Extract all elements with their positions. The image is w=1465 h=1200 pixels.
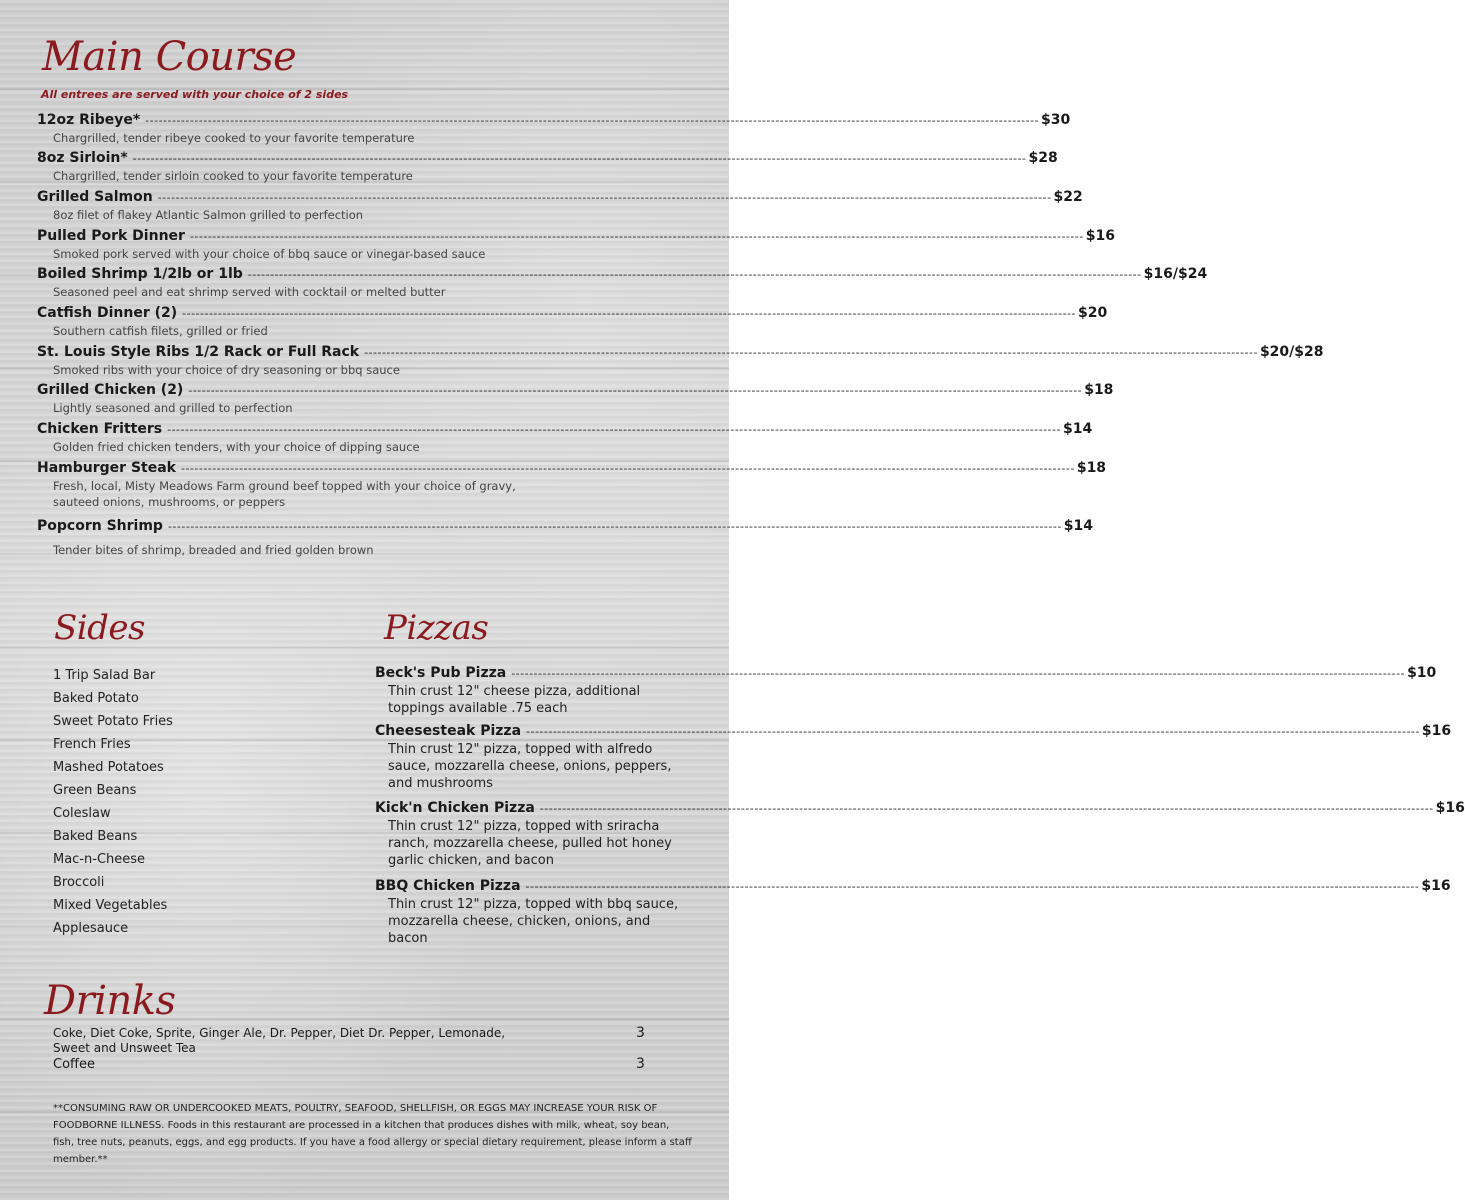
pizza-price: $10 — [1407, 665, 1437, 681]
dash-leader: -------------------------------------------------------------------------------------------------------------------------------------------------------------------------------------------------------- — [364, 346, 1258, 359]
item-price: $28 — [1028, 150, 1058, 166]
pizza-name: Beck's Pub Pizza — [375, 665, 507, 681]
pizza-price: $16 — [1435, 800, 1465, 816]
side-item: Baked Beans — [53, 829, 138, 844]
item-name: Boiled Shrimp 1/2lb or 1lb — [37, 266, 243, 282]
dash-leader: -------------------------------------------------------------------------------------------------------------------------------------------------------------------------------------------------------- — [525, 880, 1420, 893]
main-course-heading: Main Course — [42, 34, 297, 80]
item-description: Smoked pork served with your choice of bbq sauce or vinegar-based sauce — [53, 247, 486, 261]
side-item: Applesauce — [53, 921, 129, 936]
menu-item — [37, 381, 1114, 416]
side-item: Coleslaw — [53, 806, 111, 821]
drink-item — [53, 1026, 653, 1056]
dash-leader: -------------------------------------------------------------------------------------------------------------------------------------------------------------------------------------------------------- — [180, 462, 1075, 475]
item-price: $16/$24 — [1143, 266, 1208, 282]
item-name: Chicken Fritters — [37, 421, 163, 437]
drink-price: 3 — [636, 1056, 645, 1072]
pizza-name: BBQ Chicken Pizza — [375, 878, 521, 894]
pizza-description: Thin crust 12" pizza, topped with alfredo sauce, mozzarella cheese, onions, peppers, and mushrooms — [388, 742, 672, 791]
drink-price: 3 — [636, 1025, 645, 1041]
item-price: $20/$28 — [1259, 344, 1324, 360]
menu-item — [37, 227, 1116, 262]
dash-leader: -------------------------------------------------------------------------------------------------------------------------------------------------------------------------------------------------------- — [247, 268, 1142, 281]
item-price: $18 — [1076, 460, 1107, 476]
sides-list — [53, 664, 173, 940]
side-item: French Fries — [53, 737, 131, 752]
menu-item — [37, 517, 1094, 558]
drink-name: Coke, Diet Coke, Sprite, Ginger Ale, Dr. Pepper, Diet Dr. Pepper, Lemonade, Sweet and Unsweet Tea — [53, 1026, 506, 1055]
pizza-price: $16 — [1421, 723, 1452, 739]
item-price: $20 — [1078, 305, 1108, 321]
item-name: St. Louis Style Ribs 1/2 Rack or Full Rack — [37, 344, 360, 360]
dash-leader: -------------------------------------------------------------------------------------------------------------------------------------------------------------------------------------------------------- — [167, 520, 1062, 533]
item-price: $14 — [1063, 518, 1094, 534]
side-item: 1 Trip Salad Bar — [53, 668, 156, 683]
dash-leader: -------------------------------------------------------------------------------------------------------------------------------------------------------------------------------------------------------- — [157, 191, 1052, 204]
item-name: Catfish Dinner (2) — [37, 305, 178, 321]
dash-leader: -------------------------------------------------------------------------------------------------------------------------------------------------------------------------------------------------------- — [132, 152, 1027, 165]
side-item: Baked Potato — [53, 691, 139, 706]
item-name: Grilled Chicken (2) — [37, 382, 184, 398]
menu-item — [37, 343, 1324, 378]
pizza-item — [375, 722, 1452, 792]
item-price: $14 — [1062, 421, 1093, 437]
dash-leader: -------------------------------------------------------------------------------------------------------------------------------------------------------------------------------------------------------- — [511, 667, 1406, 680]
menu-item — [37, 459, 1107, 510]
item-name: Pulled Pork Dinner — [37, 228, 185, 244]
item-description: Southern catfish filets, grilled or fried — [53, 324, 268, 338]
item-price: $18 — [1084, 382, 1114, 398]
menu-item — [37, 188, 1083, 223]
menu-item — [37, 149, 1058, 184]
pizza-item — [375, 877, 1451, 947]
dash-leader: -------------------------------------------------------------------------------------------------------------------------------------------------------------------------------------------------------- — [539, 802, 1434, 815]
side-item: Mixed Vegetables — [53, 898, 168, 913]
pizza-name: Cheesesteak Pizza — [375, 723, 522, 739]
item-description: Smoked ribs with your choice of dry seasoning or bbq sauce — [53, 363, 400, 377]
dash-leader: -------------------------------------------------------------------------------------------------------------------------------------------------------------------------------------------------------- — [182, 307, 1076, 320]
side-item: Sweet Potato Fries — [53, 714, 173, 729]
pizza-description: Thin crust 12" pizza, topped with sriracha ranch, mozzarella cheese, pulled hot honey garlic chicken, and bacon — [388, 819, 672, 868]
main-course-subtitle: All entrees are served with your choice of 2 sides — [41, 88, 349, 101]
menu-item — [37, 420, 1093, 455]
pizza-description: Thin crust 12" pizza, topped with bbq sauce, mozzarella cheese, chicken, onions, and bacon — [388, 897, 679, 946]
item-name: Grilled Salmon — [37, 189, 153, 205]
dash-leader: -------------------------------------------------------------------------------------------------------------------------------------------------------------------------------------------------------- — [167, 423, 1061, 436]
item-description: Tender bites of shrimp, breaded and fried golden brown — [53, 543, 374, 557]
pizza-item — [375, 799, 1465, 869]
item-price: $16 — [1085, 228, 1116, 244]
item-name: 12oz Ribeye* — [37, 112, 141, 128]
side-item: Mashed Potatoes — [53, 760, 164, 775]
dash-leader: -------------------------------------------------------------------------------------------------------------------------------------------------------------------------------------------------------- — [189, 230, 1084, 243]
item-price: $30 — [1041, 112, 1071, 128]
menu-item — [37, 304, 1108, 339]
item-name: 8oz Sirloin* — [37, 150, 128, 166]
drink-item — [53, 1057, 653, 1072]
allergy-notice: **CONSUMING RAW OR UNDERCOOKED MEATS, POULTRY, SEAFOOD, SHELLFISH, OR EGGS MAY INCREASE YOUR RISK OF FOODBORNE ILLNESS. Foods in this restaurant are processed in a kitchen that produces dishes with milk, wheat, soy bean, fish, tree nuts, peanuts, eggs, and egg products. If you have a food allergy or special dietary requirement, please inform a staff member.** — [53, 1103, 692, 1165]
item-name: Popcorn Shrimp — [37, 518, 163, 534]
menu-item — [37, 111, 1071, 146]
item-description: Chargrilled, tender sirloin cooked to your favorite temperature — [53, 169, 413, 183]
sides-heading: Sides — [54, 608, 145, 648]
item-price: $22 — [1053, 189, 1083, 205]
drinks-heading: Drinks — [44, 978, 176, 1024]
item-description: Seasoned peel and eat shrimp served with cocktail or melted butter — [53, 285, 446, 299]
drink-name: Coffee — [53, 1057, 95, 1072]
side-item: Broccoli — [53, 875, 105, 890]
dash-leader: -------------------------------------------------------------------------------------------------------------------------------------------------------------------------------------------------------- — [145, 114, 1040, 127]
menu-item — [37, 265, 1208, 300]
pizzas-heading: Pizzas — [384, 608, 489, 648]
dash-leader: -------------------------------------------------------------------------------------------------------------------------------------------------------------------------------------------------------- — [188, 384, 1083, 397]
pizza-item — [375, 664, 1437, 717]
item-name: Hamburger Steak — [37, 460, 176, 476]
side-item: Mac-n-Cheese — [53, 852, 146, 867]
side-item: Green Beans — [53, 783, 137, 798]
item-description: Chargrilled, tender ribeye cooked to your favorite temperature — [53, 131, 415, 145]
item-description: Fresh, local, Misty Meadows Farm ground beef topped with your choice of gravy, sauteed onions, mushrooms, or peppers — [53, 479, 516, 509]
dash-leader: -------------------------------------------------------------------------------------------------------------------------------------------------------------------------------------------------------- — [526, 725, 1420, 738]
pizza-name: Kick'n Chicken Pizza — [375, 800, 535, 816]
item-description: 8oz filet of flakey Atlantic Salmon grilled to perfection — [53, 208, 364, 222]
pizza-price: $16 — [1421, 878, 1451, 894]
item-description: Lightly seasoned and grilled to perfection — [53, 401, 293, 415]
pizza-description: Thin crust 12" cheese pizza, additional toppings available .75 each — [388, 684, 641, 716]
item-description: Golden fried chicken tenders, with your choice of dipping sauce — [53, 440, 420, 454]
